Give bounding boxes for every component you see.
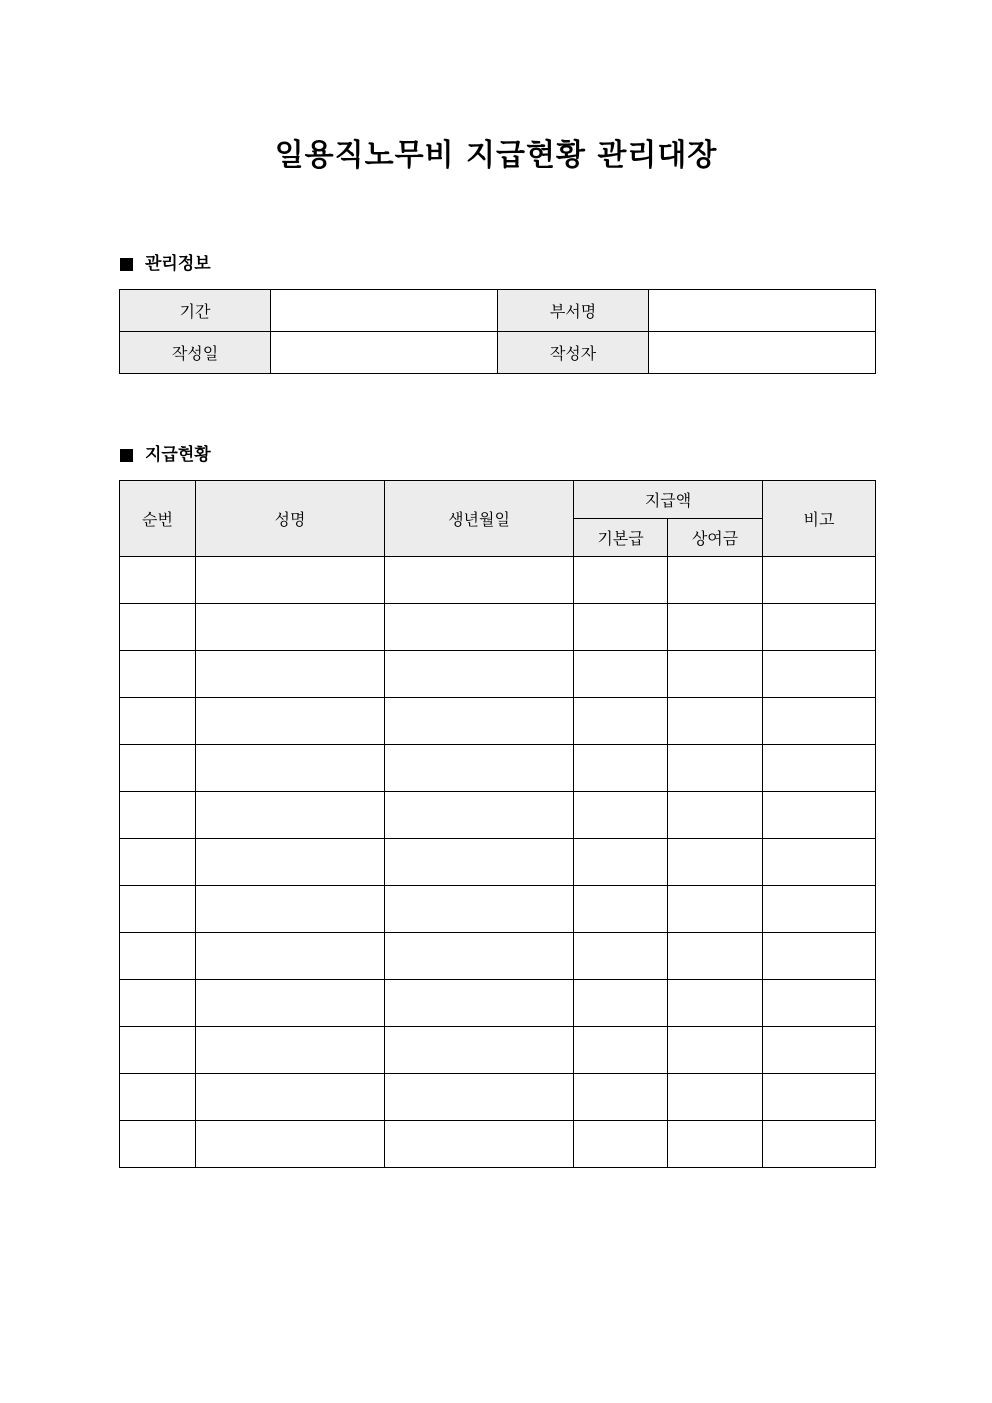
cell-bonus[interactable] bbox=[668, 698, 763, 745]
cell-no[interactable] bbox=[120, 1121, 196, 1168]
cell-bonus[interactable] bbox=[668, 1074, 763, 1121]
cell-no[interactable] bbox=[120, 651, 196, 698]
cell-base[interactable] bbox=[574, 839, 668, 886]
cell-name[interactable] bbox=[196, 1074, 385, 1121]
cell-name[interactable] bbox=[196, 698, 385, 745]
info-row-1 bbox=[120, 290, 876, 332]
cell-base[interactable] bbox=[574, 980, 668, 1027]
cell-no[interactable] bbox=[120, 1074, 196, 1121]
cell-bonus[interactable] bbox=[668, 839, 763, 886]
cell-birth[interactable] bbox=[385, 792, 574, 839]
cell-no[interactable] bbox=[120, 792, 196, 839]
cell-name[interactable] bbox=[196, 886, 385, 933]
cell-remark[interactable] bbox=[763, 1027, 876, 1074]
cell-remark[interactable] bbox=[763, 1121, 876, 1168]
department-field[interactable] bbox=[649, 290, 876, 332]
cell-no[interactable] bbox=[120, 604, 196, 651]
table-row bbox=[120, 839, 876, 886]
cell-base[interactable] bbox=[574, 698, 668, 745]
table-row bbox=[120, 1121, 876, 1168]
cell-no[interactable] bbox=[120, 886, 196, 933]
section-heading-info-label: 관리정보 bbox=[145, 254, 211, 274]
cell-no[interactable] bbox=[120, 745, 196, 792]
column-header-no: 순번 bbox=[120, 481, 196, 557]
cell-no[interactable] bbox=[120, 980, 196, 1027]
cell-name[interactable] bbox=[196, 745, 385, 792]
cell-birth[interactable] bbox=[385, 839, 574, 886]
cell-base[interactable] bbox=[574, 886, 668, 933]
cell-bonus[interactable] bbox=[668, 745, 763, 792]
cell-remark[interactable] bbox=[763, 792, 876, 839]
cell-remark[interactable] bbox=[763, 698, 876, 745]
table-row bbox=[120, 1074, 876, 1121]
cell-remark[interactable] bbox=[763, 980, 876, 1027]
cell-name[interactable] bbox=[196, 557, 385, 604]
cell-bonus[interactable] bbox=[668, 1027, 763, 1074]
table-row bbox=[120, 792, 876, 839]
cell-base[interactable] bbox=[574, 1121, 668, 1168]
payment-table-body bbox=[120, 557, 876, 1168]
payment-table bbox=[119, 480, 876, 1168]
table-row bbox=[120, 1027, 876, 1074]
cell-birth[interactable] bbox=[385, 933, 574, 980]
cell-bonus[interactable] bbox=[668, 557, 763, 604]
cell-name[interactable] bbox=[196, 792, 385, 839]
cell-birth[interactable] bbox=[385, 698, 574, 745]
cell-bonus[interactable] bbox=[668, 886, 763, 933]
cell-base[interactable] bbox=[574, 792, 668, 839]
cell-base[interactable] bbox=[574, 557, 668, 604]
cell-birth[interactable] bbox=[385, 1121, 574, 1168]
column-header-bonus: 상여금 bbox=[668, 519, 763, 557]
cell-bonus[interactable] bbox=[668, 792, 763, 839]
cell-birth[interactable] bbox=[385, 557, 574, 604]
cell-remark[interactable] bbox=[763, 604, 876, 651]
column-header-amount: 지급액 bbox=[574, 481, 763, 519]
column-header-birth: 생년월일 bbox=[385, 481, 574, 557]
cell-bonus[interactable] bbox=[668, 1121, 763, 1168]
cell-name[interactable] bbox=[196, 839, 385, 886]
cell-name[interactable] bbox=[196, 651, 385, 698]
column-header-remark: 비고 bbox=[763, 481, 876, 557]
info-row-2 bbox=[120, 332, 876, 374]
cell-base[interactable] bbox=[574, 745, 668, 792]
department-label: 부서명 bbox=[498, 290, 649, 332]
period-label: 기간 bbox=[120, 290, 271, 332]
square-bullet-icon bbox=[120, 449, 133, 462]
cell-no[interactable] bbox=[120, 1027, 196, 1074]
cell-name[interactable] bbox=[196, 604, 385, 651]
cell-birth[interactable] bbox=[385, 604, 574, 651]
info-table bbox=[119, 289, 876, 374]
payment-header-row-1 bbox=[120, 481, 876, 519]
author-field[interactable] bbox=[649, 332, 876, 374]
cell-birth[interactable] bbox=[385, 1027, 574, 1074]
cell-no[interactable] bbox=[120, 933, 196, 980]
cell-remark[interactable] bbox=[763, 745, 876, 792]
table-row bbox=[120, 604, 876, 651]
cell-base[interactable] bbox=[574, 933, 668, 980]
cell-name[interactable] bbox=[196, 933, 385, 980]
cell-bonus[interactable] bbox=[668, 980, 763, 1027]
cell-no[interactable] bbox=[120, 557, 196, 604]
date-label: 작성일 bbox=[120, 332, 271, 374]
cell-birth[interactable] bbox=[385, 1074, 574, 1121]
cell-remark[interactable] bbox=[763, 839, 876, 886]
cell-birth[interactable] bbox=[385, 980, 574, 1027]
section-heading-payment-label: 지급현황 bbox=[145, 445, 211, 465]
cell-bonus[interactable] bbox=[668, 651, 763, 698]
cell-base[interactable] bbox=[574, 1074, 668, 1121]
cell-name[interactable] bbox=[196, 1027, 385, 1074]
section-heading-info bbox=[120, 252, 211, 276]
cell-birth[interactable] bbox=[385, 745, 574, 792]
section-heading-payment bbox=[120, 443, 211, 467]
cell-birth[interactable] bbox=[385, 886, 574, 933]
table-row bbox=[120, 698, 876, 745]
cell-base[interactable] bbox=[574, 651, 668, 698]
cell-base[interactable] bbox=[574, 1027, 668, 1074]
date-field[interactable] bbox=[271, 332, 498, 374]
cell-birth[interactable] bbox=[385, 651, 574, 698]
column-header-name: 성명 bbox=[196, 481, 385, 557]
table-row bbox=[120, 980, 876, 1027]
cell-remark[interactable] bbox=[763, 557, 876, 604]
table-row bbox=[120, 745, 876, 792]
cell-bonus[interactable] bbox=[668, 604, 763, 651]
cell-bonus[interactable] bbox=[668, 933, 763, 980]
cell-name[interactable] bbox=[196, 1121, 385, 1168]
cell-name[interactable] bbox=[196, 980, 385, 1027]
table-row bbox=[120, 557, 876, 604]
table-row bbox=[120, 651, 876, 698]
cell-remark[interactable] bbox=[763, 886, 876, 933]
table-row bbox=[120, 886, 876, 933]
cell-remark[interactable] bbox=[763, 1074, 876, 1121]
cell-remark[interactable] bbox=[763, 933, 876, 980]
page-title: 일용직노무비 지급현황 관리대장 bbox=[274, 138, 718, 173]
cell-no[interactable] bbox=[120, 839, 196, 886]
table-row bbox=[120, 933, 876, 980]
square-bullet-icon bbox=[120, 258, 133, 271]
cell-remark[interactable] bbox=[763, 651, 876, 698]
period-field[interactable] bbox=[271, 290, 498, 332]
author-label: 작성자 bbox=[498, 332, 649, 374]
cell-no[interactable] bbox=[120, 698, 196, 745]
cell-base[interactable] bbox=[574, 604, 668, 651]
column-header-base: 기본급 bbox=[574, 519, 668, 557]
